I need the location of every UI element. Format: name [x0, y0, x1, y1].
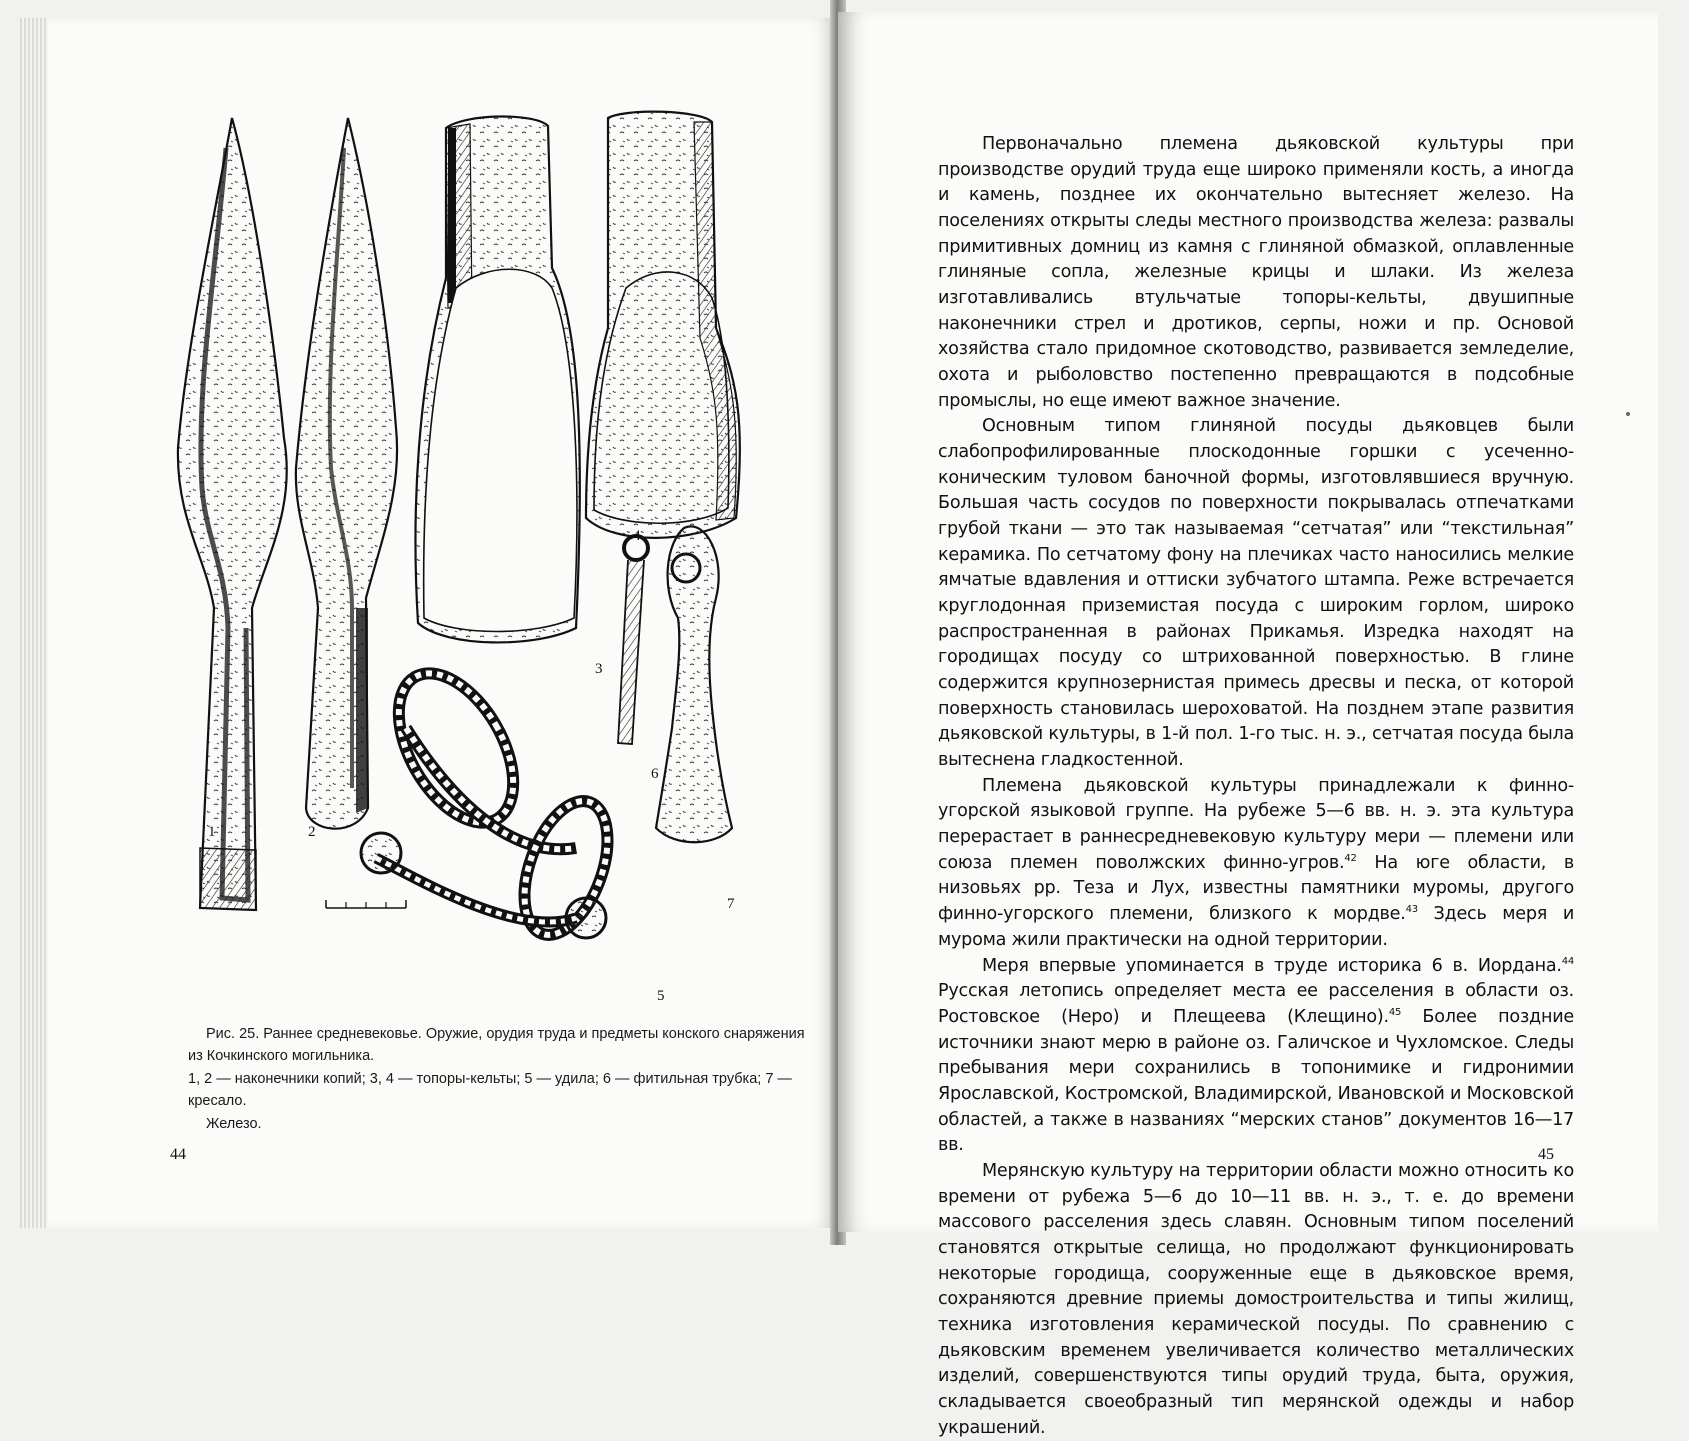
caption-title: Рис. 25. Раннее средневековье. Оружие, орудия труда и предметы конского снаряжения из Кочкинского могильника.: [188, 1026, 805, 1065]
celt-axe-4: [586, 112, 740, 538]
item-label-3: 3: [595, 661, 603, 677]
figure-caption: [188, 1023, 808, 1135]
page-number-right: 45: [1538, 1146, 1554, 1163]
right-page: [838, 12, 1658, 1438]
paragraph-3-part-a: Племена дьяковской культуры принадлежали к финно-угорской языковой группе. На рубеже 5—6 вв. н. э. эта культура перерастает в раннесредневековую культуру мери — племени или союза племен поволжских финно-угров.: [938, 775, 1574, 873]
caption-material: Железо.: [206, 1115, 262, 1132]
item-label-1: 1: [208, 824, 216, 840]
item-label-6: 6: [651, 766, 659, 782]
footnote-ref-44: 44: [1561, 955, 1574, 967]
footnote-ref-43: 43: [1405, 904, 1418, 916]
item-label-7: 7: [727, 896, 735, 912]
paragraph-3: [938, 774, 1574, 954]
footnote-ref-45: 45: [1388, 1006, 1402, 1018]
spearhead-2: [296, 118, 397, 829]
paragraph-4: [938, 954, 1574, 1159]
artifact-figure: [156, 88, 856, 1008]
caption-legend: 1, 2 — наконечники копий; 3, 4 — топоры-кельты; 5 — удила; 6 — фитильная трубка; 7 — кресало.: [188, 1070, 792, 1110]
page-number-left: 44: [170, 1146, 186, 1163]
celt-axe-3: [415, 116, 579, 642]
footnote-ref-42: 42: [1344, 852, 1357, 864]
spearhead-1: [178, 118, 287, 910]
item-label-2: 2: [308, 824, 316, 840]
margin-dot: [1626, 412, 1630, 416]
paragraph-4-part-a: Меря впервые упоминается в труде историка 6 в. Иордана.: [982, 955, 1562, 976]
scale-bar: [326, 900, 406, 908]
paragraph-4-part-b: Русская летопись определяет места ее расселения в области оз. Ростовское (Неро) и Плещеева (Клещино).: [938, 981, 1574, 1027]
wick-tube-6: [618, 536, 648, 744]
item-label-5: 5: [657, 988, 665, 1004]
artifact-drawing: [156, 88, 856, 1008]
paragraph-2: Основным типом глиняной посуды дьяковцев были слабопрофилированные плоскодонные горшки с усеченно-коническим туловом баночной формы, изготовлявшиеся вручную. Большая часть сосудов по поверхности покрывалась отпечатками грубой ткани — это так называемая “сетчатая” или “текстильная” керамика. По сетчатому фону на плечиках часто наносились мелкие ямчатые вдавления и оттиски зубчатого штампа. Реже встречается круглодонная приземистая посуда с широким горлом, широко распространенная в районах Прикамья. Изредка находят на городищах посуду со штрихованной поверхностью. В глине содержится крупнозернистая примесь дресвы и песка, от которой поверхность становилась шероховатой. На позднем этапе развития дьяковской культуры, в 1-й пол. 1-го тыс. н. э., сетчатая посуда была вытеснена гладкостенной.: [938, 416, 1574, 771]
paragraph-3-part-c: Здесь меря и мурома жили практически на одной территории.: [938, 904, 1575, 950]
item-label-4: 4: [633, 528, 641, 544]
paragraph-4-part-c: Более поздние источники знают мерю в районе оз. Галичское и Чухломское. Следы пребывания мери сохранились в топонимике и гидронимии Ярославской, Костромской, Владимирской, Ивановской и Московской областей, а также в названиях “мерских станов” документов 16—17 вв.: [938, 1006, 1574, 1156]
left-page: [48, 18, 838, 1228]
paragraph-1: Первоначально племена дьяковской культуры при производстве орудий труда еще широко применяли кость, а иногда и камень, позднее их окончательно вытесняет железо. На поселениях открыты следы местного производства железа: развалы примитивных домниц из камня с глиняной обмазкой, оплавленные глиняные сопла, железные крицы и шлаки. Из железа изготавливались втульчатые топоры-кельты, двушипные наконечники стрел и дротиков, серпы, ножи и пр. Основой хозяйства стало придомное скотоводство, развивается земледелие, охота и рыболовство постепенно превращаются в подсобные промыслы, но еще имеют важное значение.: [938, 134, 1574, 411]
horse-bit-5: [361, 654, 624, 946]
fire-striker-7: [656, 526, 732, 842]
paragraph-3-part-b: На юге области, в низовьях рр. Теза и Лух, известны памятники муромы, другого финно-угорского племени, близкого к мордве.: [938, 852, 1574, 925]
paragraph-5: Мерянскую культуру на территории области можно относить ко времени от рубежа 5—6 до 10—11 вв. н. э., т. е. до времени массового расселения здесь славян. Основным типом поселений становятся открытые селища, но продолжают функционировать некоторые городища, сооруженные еще в дьяковское время, сохраняются древние приемы домостроительства и типы жилищ, техника изготовления керамической посуды. По сравнению с дьяковским временем увеличивается количество металлических изделий, совершенствуются типы орудий труда, быта, оружия, складывается своеобразный тип мерянской одежды и набор украшений.: [938, 1160, 1574, 1438]
